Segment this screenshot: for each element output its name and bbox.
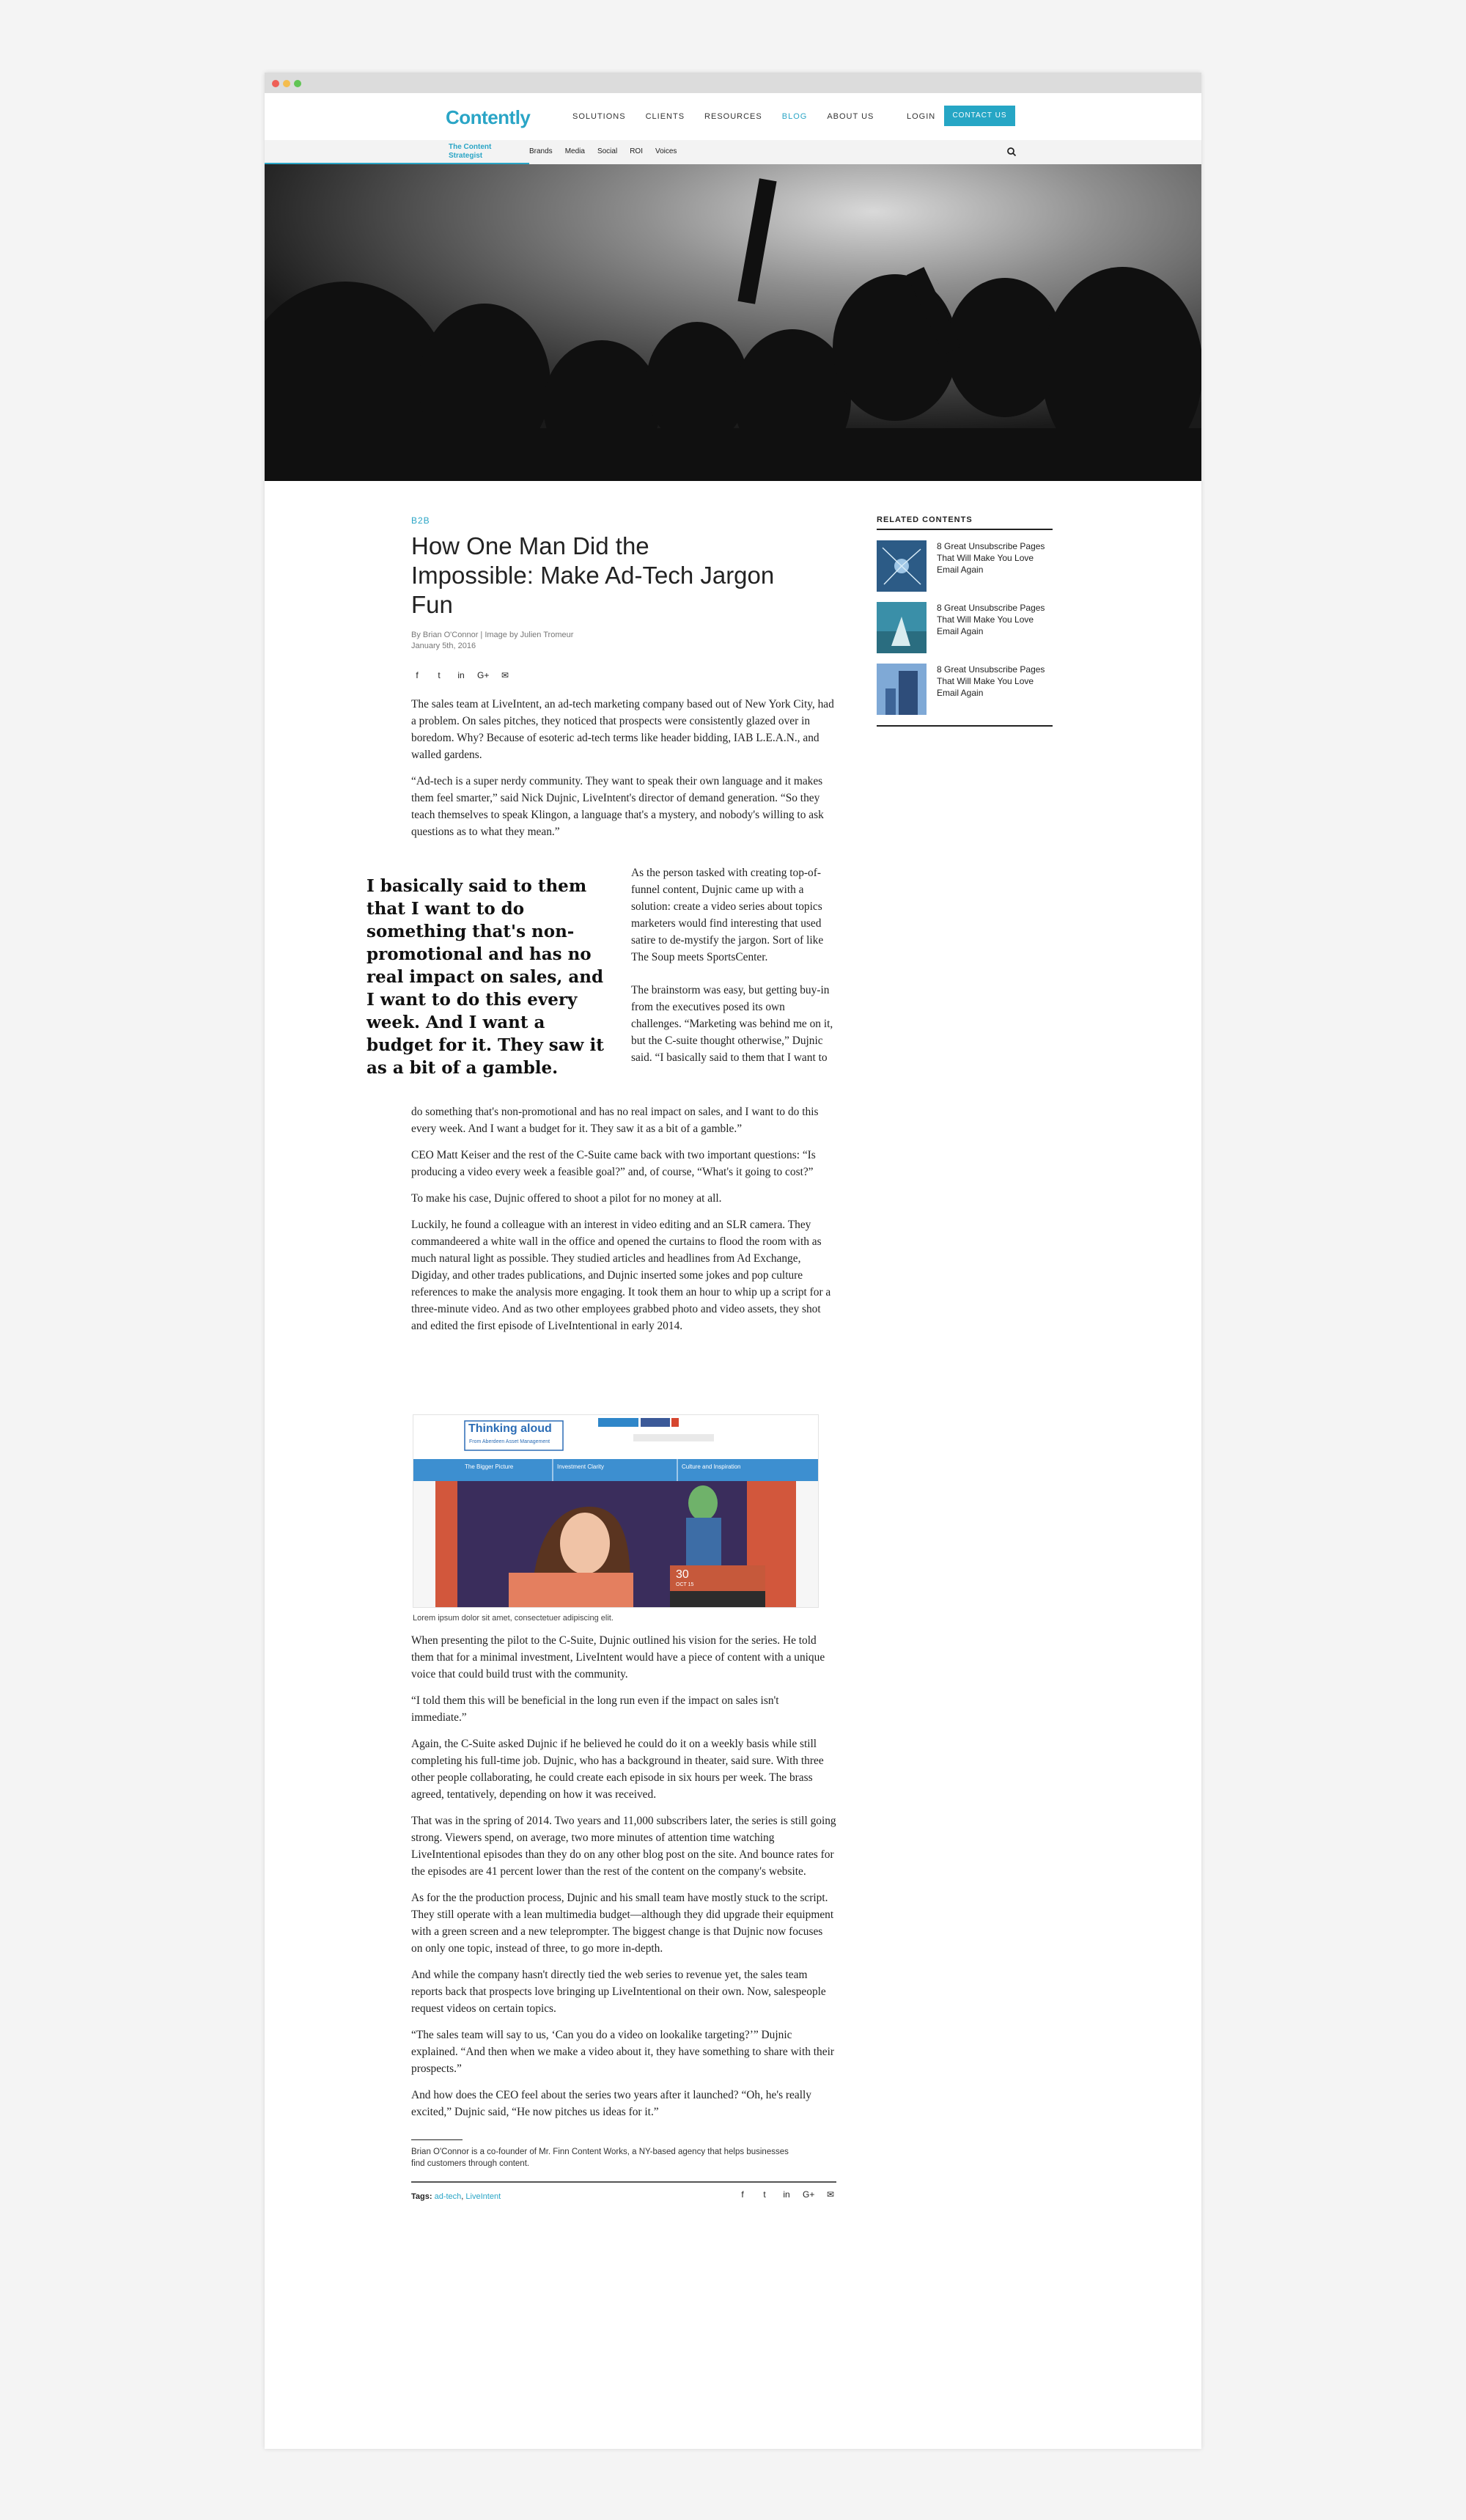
share-bar-bottom <box>737 2189 836 2200</box>
related-sidebar <box>877 515 1053 727</box>
google-plus-icon[interactable]: G+ <box>803 2189 815 2200</box>
menu-item-about[interactable]: ABOUT US <box>827 112 874 121</box>
tag-link[interactable]: LiveIntent <box>465 2192 501 2201</box>
blog-brand[interactable]: The Content Strategist <box>449 143 492 160</box>
email-icon[interactable]: ✉ <box>826 2189 835 2200</box>
google-plus-icon[interactable]: G+ <box>477 670 490 680</box>
facebook-icon[interactable]: f <box>741 2189 744 2200</box>
paragraph: And while the company hasn't directly tied the web series to revenue yet, the sales team reports back that prospects love bringing up LiveIntentional on their own. Now, salespeople request videos on certain topics. <box>411 1969 826 2015</box>
article-body-mid <box>411 1103 836 1344</box>
paragraph: Luckily, he found a colleague with an interest in video editing and an SLR camera. They commandeered a white wall in the office and opened the curtains to flood the room with as much natural light as possible. They studied articles and headlines from Ad Exchange, Digiday, and other trades publications, and Dujnic inserted some jokes and pop culture references to make the analysis more engaging. It took them an hour to whip up a script for a three-minute video. And as two other employees grabbed photo and video assets, they shot and edited the first episode of LiveIntentional in early 2014. <box>411 1219 831 1332</box>
related-title[interactable]: 8 Great Unsubscribe Pages That Will Make You Love Email Again <box>937 664 1045 698</box>
inset-logo-sub: From Aberdeen Asset Management <box>469 1439 550 1444</box>
related-heading: RELATED CONTENTS <box>877 515 1053 530</box>
tag-link[interactable]: ad-tech <box>434 2192 462 2201</box>
article-body-top <box>411 696 836 840</box>
paragraph: As the person tasked with creating top-of-funnel content, Dujnic came up with a solution: create a video series about topics marketers would find interesting that used satire to de-mystify the jargon. Sort of like The Soup meets SportsCenter. <box>631 867 824 963</box>
tags-label: Tags: <box>411 2192 432 2201</box>
article-title: How One Man Did the Impossible: Make Ad-Tech Jargon Fun <box>411 532 775 618</box>
related-title[interactable]: 8 Great Unsubscribe Pages That Will Make You Love Email Again <box>937 603 1045 636</box>
facebook-icon[interactable]: f <box>416 670 419 680</box>
category-media[interactable]: Media <box>564 147 585 155</box>
author-bio: Brian O'Connor is a co-founder of Mr. Finn Content Works, a NY-based agency that helps businesses find customers through content. <box>411 2148 789 2168</box>
inset-section: The Bigger Picture <box>465 1463 514 1470</box>
hero-image <box>265 164 1201 481</box>
maximize-window-button[interactable] <box>294 80 301 87</box>
paragraph: Again, the C-Suite asked Dujnic if he believed he could do it on a weekly basis while still completing his full-time job. Dujnic, who has a background in theater, said sure. With three other people collaborating, he could create each episode in six hours per week. The brass agreed, tentatively, depending on how it was received. <box>411 1738 824 1801</box>
blog-subnav <box>265 140 1201 165</box>
menu-item-clients[interactable]: CLIENTS <box>645 112 685 121</box>
inset-screenshot <box>413 1414 819 1608</box>
close-window-button[interactable] <box>272 80 279 87</box>
category-social[interactable]: Social <box>597 147 618 155</box>
inset-date-num: 30 <box>676 1568 689 1581</box>
article <box>411 515 836 850</box>
email-icon[interactable]: ✉ <box>501 670 509 680</box>
inset-date-month: OCT 15 <box>676 1582 694 1587</box>
paragraph: “The sales team will say to us, ‘Can you do a video on lookalike targeting?’” Dujnic explained. “And then when we make a video about it, they have something to share with their prospects.” <box>411 2029 834 2075</box>
sidebar-divider <box>877 725 1053 727</box>
paragraph: The sales team at LiveIntent, an ad-tech marketing company based out of New York City, had a problem. On sales pitches, they noticed that prospects were consistently glazed over in boredom. Why? Because of esoteric ad-tech terms like header bidding, IAB L.E.A.N., and walled gardens. <box>411 698 834 761</box>
category-voices[interactable]: Voices <box>655 147 677 155</box>
image-caption: Lorem ipsum dolor sit amet, consectetuer adipiscing elit. <box>413 1614 614 1623</box>
paragraph: The brainstorm was easy, but getting buy-in from the executives posed its own challenges. “Marketing was behind me on it, but the C-suite thought otherwise,” Dujnic said. “I basically said to them that I want to <box>631 984 833 1064</box>
pull-quote: I basically said to them that I want to do something that's non-promotional and has no real impact on sales, and I want to do this every week. And I want a budget for it. They saw it as a bit of a gamble. <box>366 876 604 1078</box>
login-link[interactable]: LOGIN <box>907 112 936 121</box>
paragraph: That was in the spring of 2014. Two years and 11,000 subscribers later, the series is still going strong. Viewers spend, on average, two more minutes of attention time watching LiveIntentional episodes than they do on any other blog post on the site. And bounce rates for the episodes are 41 percent lower than the rest of the content on the company's website. <box>411 1815 836 1878</box>
linkedin-icon[interactable]: in <box>457 670 465 680</box>
article-byline: By Brian O'Connor | Image by Julien Tromeur <box>411 631 574 639</box>
related-thumbnail[interactable] <box>877 540 927 592</box>
inset-section: Investment Clarity <box>557 1463 605 1470</box>
paragraph: “Ad-tech is a super nerdy community. They want to speak their own language and it makes them feel smarter,” said Nick Dujnic, LiveIntent's director of demand generation. “So they teach themselves to speak Klingon, a language that's a mystery, and nobody's willing to ask questions as to what they mean.” <box>411 775 824 838</box>
twitter-icon[interactable]: t <box>438 670 441 680</box>
paragraph: To make his case, Dujnic offered to shoot a pilot for no money at all. <box>411 1192 722 1205</box>
article-footer <box>411 2181 836 2205</box>
inset-logo: Thinking aloud <box>468 1422 552 1435</box>
site-logo[interactable]: Contently <box>446 106 531 128</box>
related-item[interactable] <box>877 664 1053 715</box>
paragraph: “I told them this will be beneficial in the long run even if the impact on sales isn't immediate.” <box>411 1694 779 1724</box>
search-icon[interactable] <box>1006 147 1017 157</box>
top-nav <box>265 93 1201 140</box>
contact-button[interactable]: CONTACT US <box>944 106 1015 126</box>
menu-item-resources[interactable]: RESOURCES <box>704 112 762 121</box>
related-title[interactable]: 8 Great Unsubscribe Pages That Will Make You Love Email Again <box>937 541 1045 575</box>
share-bar-top <box>411 669 836 681</box>
minimize-window-button[interactable] <box>283 80 290 87</box>
inset-section: Culture and Inspiration <box>682 1463 741 1470</box>
related-item[interactable] <box>877 602 1053 653</box>
category-brands[interactable]: Brands <box>529 147 553 155</box>
related-thumbnail[interactable] <box>877 664 927 715</box>
category-roi[interactable]: ROI <box>630 147 643 155</box>
bio-divider <box>411 2139 463 2140</box>
linkedin-icon[interactable]: in <box>783 2189 790 2200</box>
article-body-bottom <box>411 1632 836 2205</box>
article-date: January 5th, 2016 <box>411 642 476 650</box>
twitter-icon[interactable]: t <box>763 2189 766 2200</box>
paragraph: As for the the production process, Dujnic and his small team have mostly stuck to the script. They still operate with a lean multimedia budget—although they did upgrade their equipment with a green screen and a new teleprompter. The biggest change is that Dujnic now focuses on only one topic, instead of three, to go more in-depth. <box>411 1892 834 1955</box>
menu-item-blog[interactable]: BLOG <box>781 112 808 121</box>
related-thumbnail[interactable] <box>877 602 927 653</box>
article-category[interactable]: B2B <box>411 515 430 526</box>
main-menu <box>572 112 894 121</box>
paragraph: When presenting the pilot to the C-Suite, Dujnic outlined his vision for the series. He told them that for a minimal investment, LiveIntent would have a piece of content with a unique voice that could build trust with the community. <box>411 1634 825 1680</box>
browser-window <box>265 73 1201 2449</box>
menu-item-solutions[interactable]: SOLUTIONS <box>572 112 626 121</box>
paragraph: CEO Matt Keiser and the rest of the C-Suite came back with two important questions: “Is producing a video every week a feasible goal?” and, of course, “What's it going to cost?” <box>411 1149 816 1178</box>
tags: Tags: ad-tech, LiveIntent <box>411 2192 501 2201</box>
window-chrome <box>265 73 1201 94</box>
category-menu <box>529 147 689 155</box>
article-inset-image <box>413 1414 819 1636</box>
related-item[interactable] <box>877 540 1053 592</box>
article-body-side <box>631 864 836 1066</box>
paragraph: do something that's non-promotional and has no real impact on sales, and I want to do this every week. And I want a budget for it. They saw it as a bit of a gamble.” <box>411 1106 819 1135</box>
paragraph: And how does the CEO feel about the series two years after it launched? “Oh, he's really excited,” Dujnic said, “He now pitches us ideas for it.” <box>411 2089 811 2118</box>
